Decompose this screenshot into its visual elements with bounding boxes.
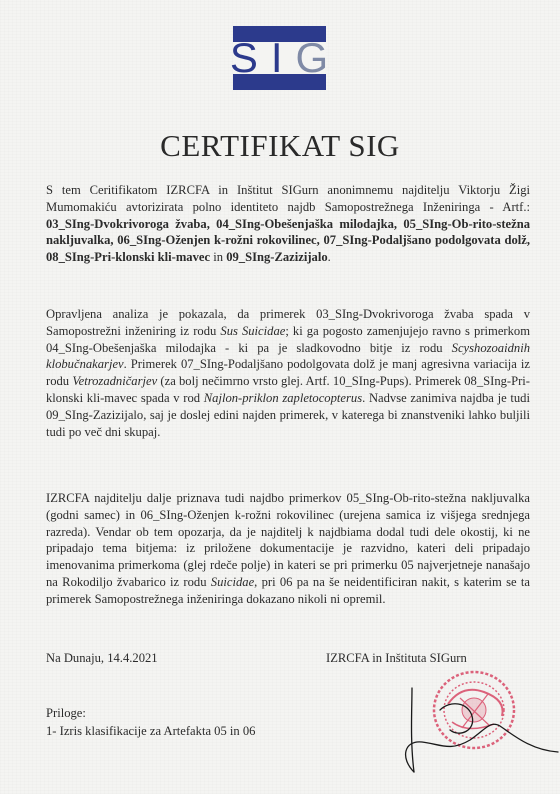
place-date: Na Dunaju, 14.4.2021 xyxy=(46,651,158,665)
paragraph-analysis xyxy=(46,306,530,440)
logo-letters xyxy=(229,31,330,85)
logo-letter-g: G xyxy=(295,34,330,81)
attachment-item: 1- Izris klasifikacije za Artefakta 05 in 06 xyxy=(46,724,256,738)
logo-letter-i: I xyxy=(270,34,284,81)
p3-text-2: , pri 06 pa na še neidentificiran nakit, s katerim se ta primerek Samopostrežnega inženiringa dokazano nikoli ni opremil. xyxy=(46,574,530,606)
p1-mid: in xyxy=(210,250,227,265)
sig-logo xyxy=(229,26,330,90)
p2-text-4: (za bolj nečimrno vrsto glej. Artf. 10_SIng-Pups). Primerek 08_SIng-Pri-klonski kli-mavec spada v rod xyxy=(46,374,530,405)
p1-artifacts: 03_SIng-Dvokrivoroga žvaba, 04_SIng-Obešenjaška milodajka, 05_SIng-Ob-rito-stežna nakljuvalka, 06_SIng-Oženjen k-rožni rokovilinec, 07_SIng-Podaljšano podolgovata dolž, 08_SIng-Pri-klonski kli-mavec xyxy=(46,216,530,265)
logo-letter-s: S xyxy=(229,34,259,81)
paragraph-recognition xyxy=(46,490,530,608)
paragraph-authorization xyxy=(46,182,530,266)
p2-genus-2: Scyshozoaidnih klobučnakarjev xyxy=(46,340,530,372)
p1-end: . xyxy=(327,250,331,265)
p3-text-1: IZRCFA najditelju dalje priznava tudi najdbo primerkov 05_SIng-Ob-rito-stežna nakljuvalka (godni samec) in 06_SIng-Oženjen k-rožni rokovilinec (urejena samica iz višjega srednjega razreda). Vendar ob tem opozarja, da je najditelj k najdbiama dodal tudi dele okostij, ki ne pripadajo tema bitjema: iz priložene dokumentacije je razvidno, kateri deli pripadajo imenovanima primerkoma (glej rdeče polje) in kateri se pri primerku 05 najverjetneje nanašajo na Rokodiljo žvabarico iz rodu xyxy=(46,491,530,589)
p1-intro: S tem Ceritifikatom IZRCFA in Inštitut SIGurn anonimnemu najditelju Viktorju Žigi Mumomakiću avtorizirata polno identiteto najdb Samopostrežnega Inženiringa - Artf.: xyxy=(46,183,530,214)
p2-genus-4: Najlon-priklon zapletocopterus xyxy=(203,390,363,405)
p2-genus-3: Vetrozadničarjev xyxy=(72,374,158,389)
certificate-title: CERTIFIKAT SIG xyxy=(160,128,400,163)
p2-text-5: . Nadvse zanimiva najdba je tudi 09_SIng-Zazizijalo, saj je doslej edini najden primerek, v katerega bi znanstveniki lahko buljili tudi po več dni skupaj. xyxy=(46,390,530,439)
p2-text-3: . Primerek 07_SIng-Podaljšano podolgovata dolž je manj agresivna variacija iz rodu xyxy=(46,357,530,389)
p3-genus-1: Suicidae xyxy=(210,574,255,589)
signature xyxy=(300,680,560,780)
p2-text-1: Opravljena analiza je pokazala, da primerek 03_SIng-Dvokrivoroga žvaba spada v Samopostrežni inženiring iz rodu xyxy=(46,307,530,338)
p2-genus-1: Sus Suicidae xyxy=(220,323,286,338)
p1-artifact-09: 09_SIng-Zazizijalo xyxy=(226,250,328,265)
attachments-label: Priloge: xyxy=(46,706,86,720)
issuer-name: IZRCFA in Inštituta SIGurn xyxy=(326,651,467,665)
p2-text-2: ; ki ga pogosto zamenjujejo ravno s primerkom 04_SIng-Obešenjaška milodajka - ki pa je sladkovodno bitje iz rodu xyxy=(46,323,530,355)
